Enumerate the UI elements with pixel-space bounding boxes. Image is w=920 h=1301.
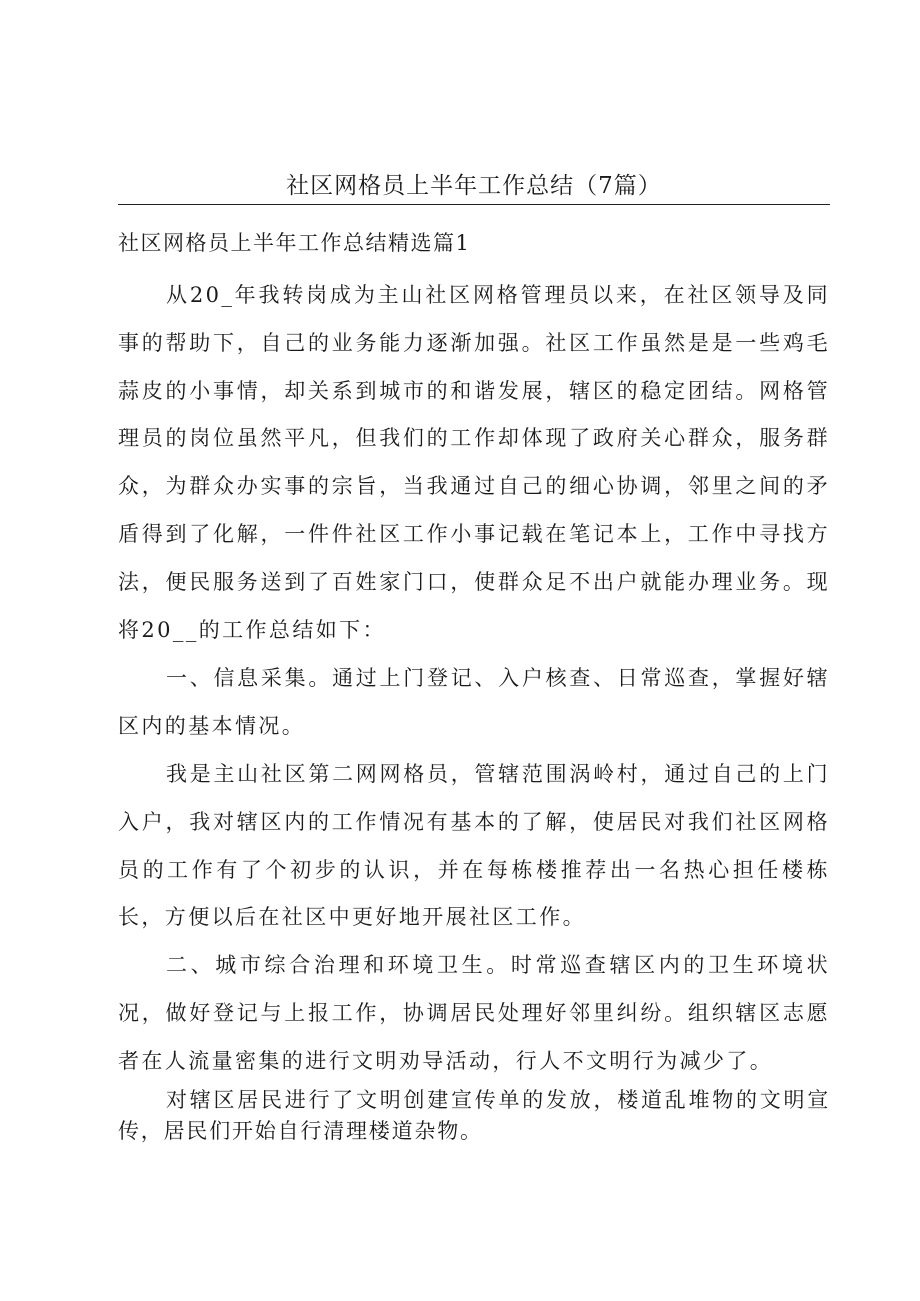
paragraph-city-governance: 二、城市综合治理和环境卫生。时常巡查辖区内的卫生环境状况，做好登记与上报工作，协调居民处理好邻里纠纷。组织辖区志愿者在人流量密集的进行文明劝导活动，行人不文明行为减少了。 [118,953,830,1073]
paragraph-grid-member: 我是主山社区第二网网格员，管辖范围涡岭村，通过自己的上门入户，我对辖区内的工作情况有基本的了解，使居民对我们社区网格员的工作有了个初步的认识，并在每栋楼推荐出一名热心担任楼栋长，方便以后在社区中更好地开展社区工作。 [118,762,830,930]
paragraph-info-collection: 一、信息采集。通过上门登记、入户核查、日常巡查，掌握好辖区内的基本情况。 [118,666,830,738]
paragraph-intro: 从20_年我转岗成为主山社区网格管理员以来，在社区领导及同事的帮助下，自己的业务能力逐渐加强。社区工作虽然是是一些鸡毛蒜皮的小事情，却关系到城市的和谐发展，辖区的稳定团结。网格管理员的岗位虽然平凡，但我们的工作却体现了政府关心群众，服务群众，为群众办实事的宗旨，当我通过自己的细心协调，邻里之间的矛盾得到了化解，一件件社区工作小事记载在笔记本上，工作中寻找方法，便民服务送到了百姓家门口，使群众足不出户就能办理业务。现将20__的工作总结如下： [118,283,830,642]
document-title: 社区网格员上半年工作总结（7篇） [286,173,662,199]
section-heading: 社区网格员上半年工作总结精选篇1 [118,231,471,255]
title-underline [118,204,830,205]
paragraph-civilization-campaign: 对辖区居民进行了文明创建宣传单的发放，楼道乱堆物的文明宣传，居民们开始自行清理楼道杂物。 [118,1088,830,1143]
